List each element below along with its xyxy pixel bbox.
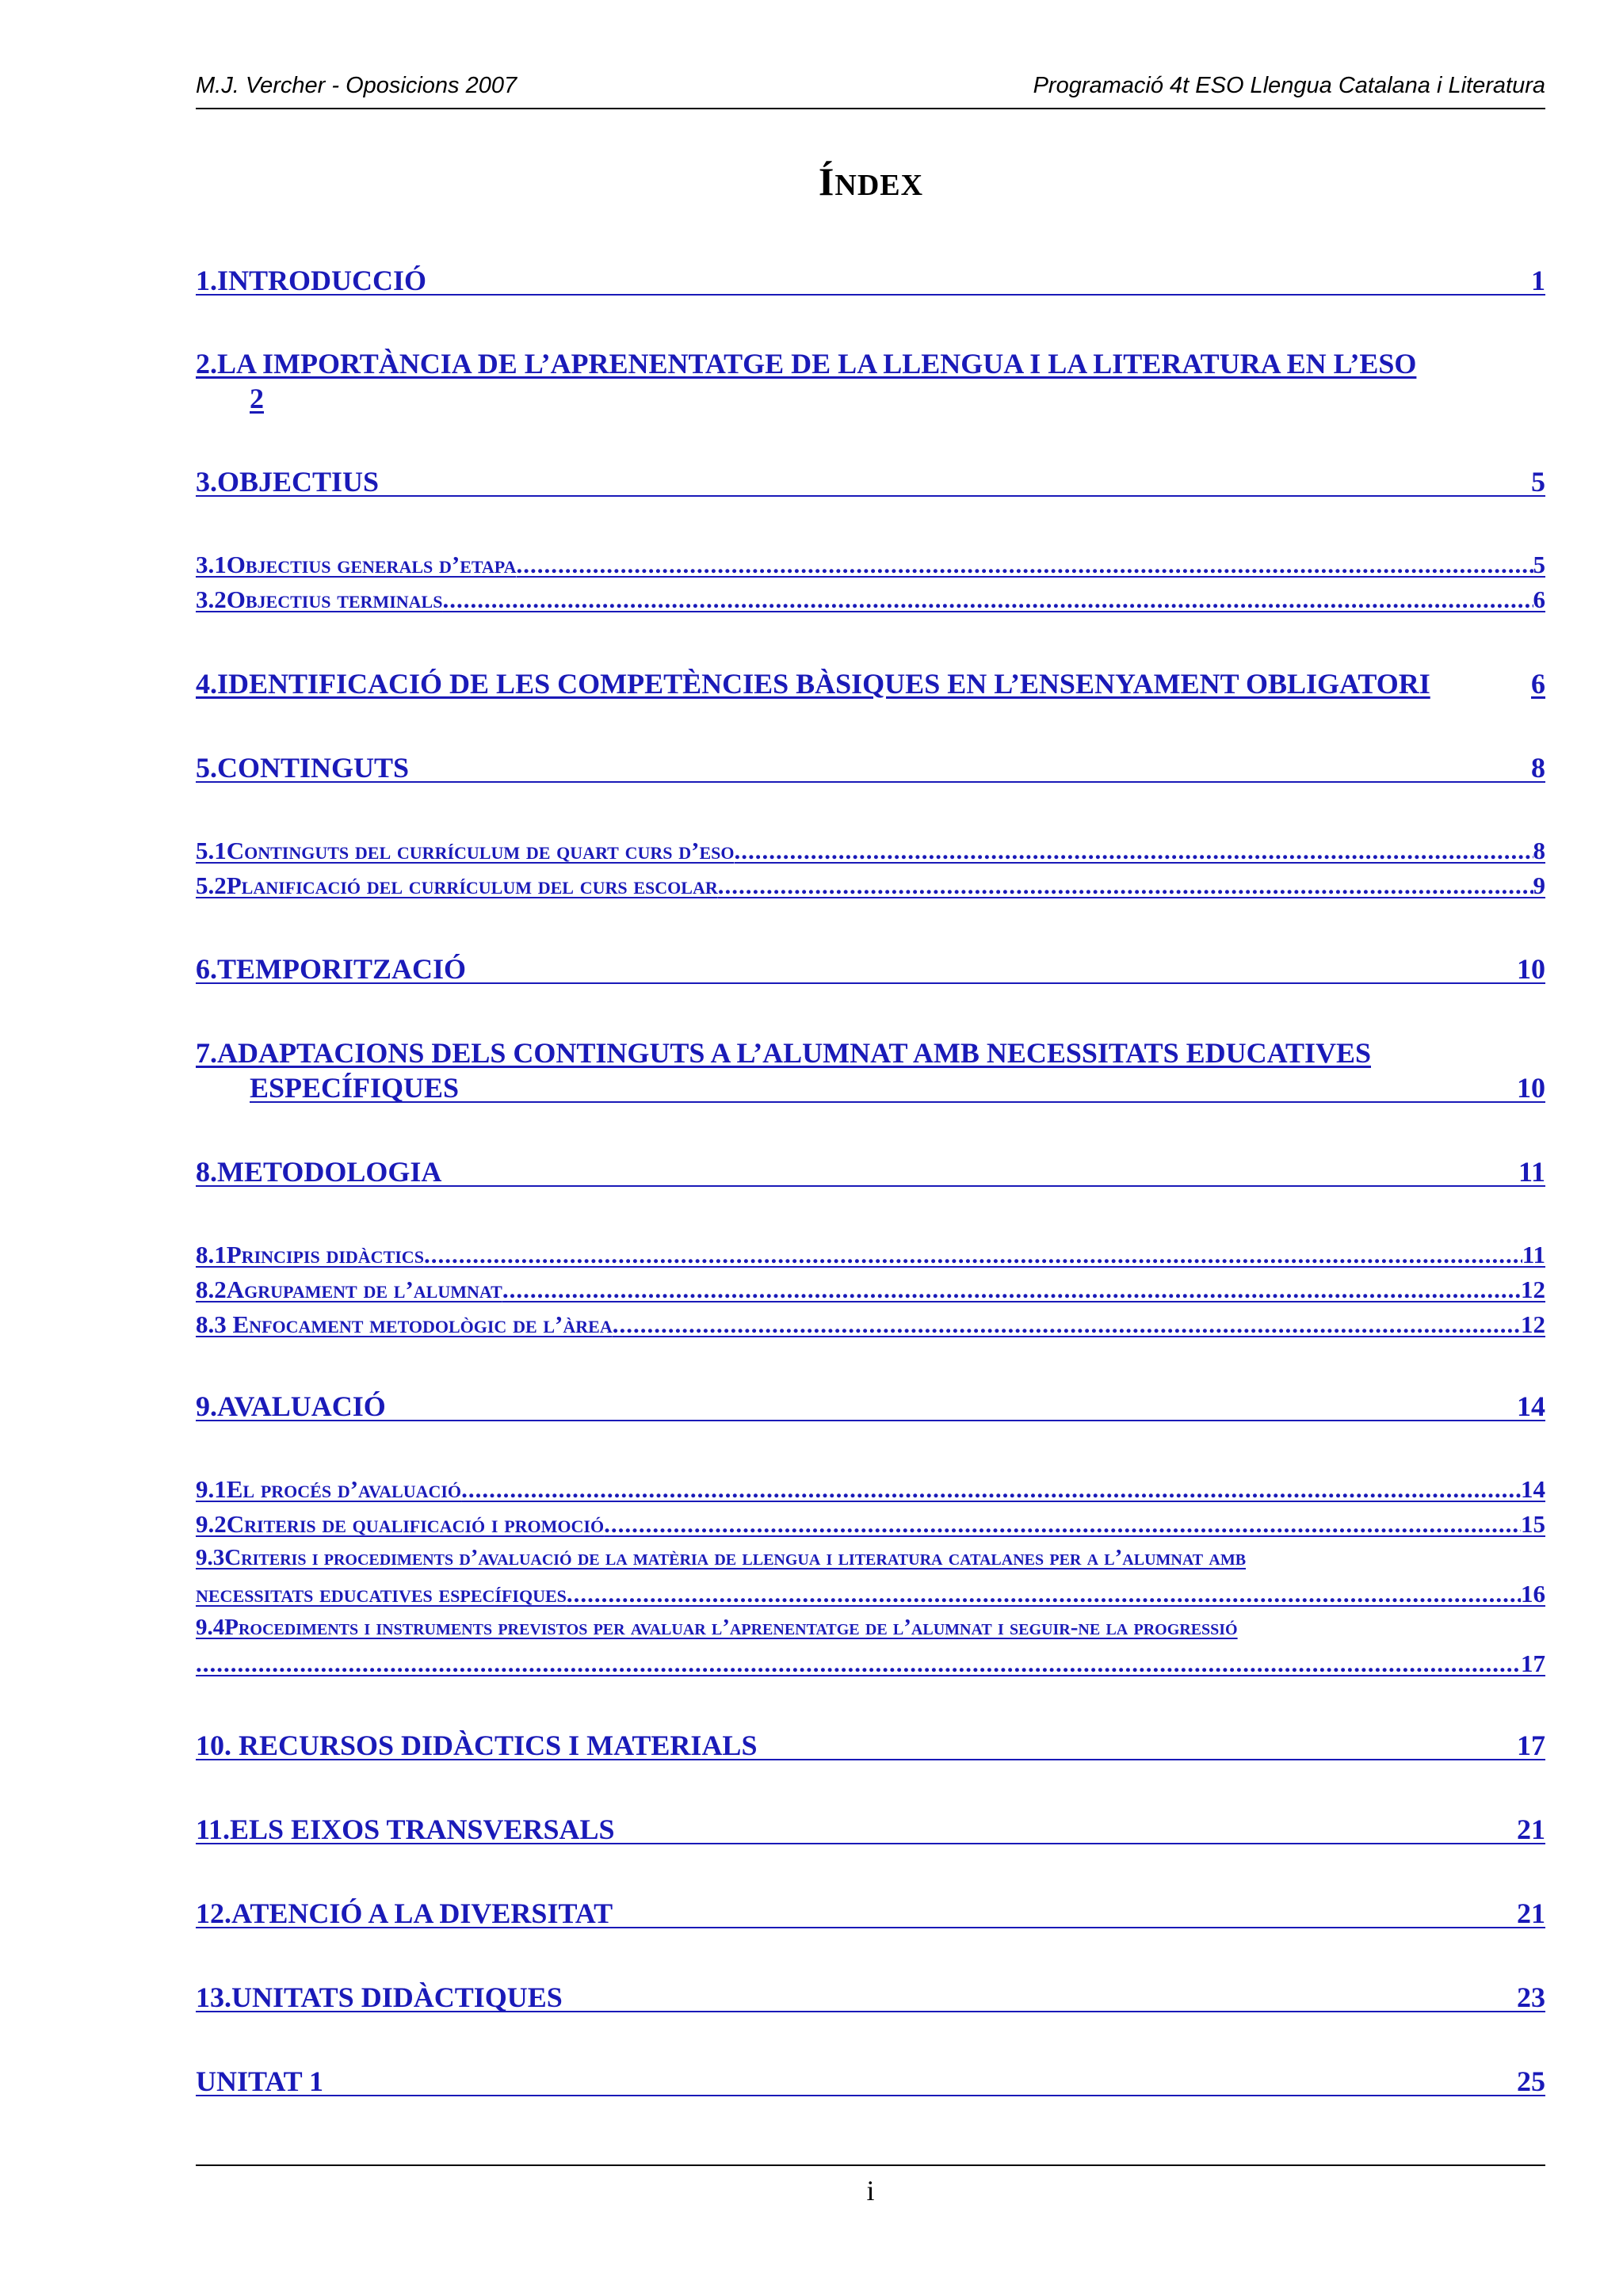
toc-entry-title: 8.3 Enfocament metodològic de l’àrea (196, 1310, 613, 1338)
page-footer (196, 2164, 1545, 2206)
header-subject: Programació 4t ESO Llengua Catalana i Literatura (1033, 73, 1545, 98)
toc-entry-page: 10 (1517, 953, 1545, 985)
toc-entry-7[interactable] (196, 1036, 1545, 1071)
toc-entry-page: 8 (1533, 837, 1545, 864)
toc-entry-page: 12 (1521, 1276, 1545, 1303)
toc-entry-page: 8 (1531, 752, 1545, 784)
toc-entry-page: 17 (1521, 1650, 1545, 1677)
toc-entry-3-1[interactable] (196, 551, 1545, 581)
toc-entry-3-2[interactable] (196, 585, 1545, 616)
toc-entry-title: 9.4Procediments i instruments previstos per avaluar l’aprenentatge de l’alumnat i seguir-ne la progressió (196, 1615, 1238, 1640)
toc-entry-page: 9 (1533, 871, 1545, 899)
toc-entry-page: 21 (1517, 1897, 1545, 1929)
toc-entry-page: 1 (1531, 265, 1545, 296)
toc-entry-title: 8.1Principis didàctics (196, 1241, 424, 1268)
toc-entry-8[interactable] (196, 1155, 1545, 1190)
toc-entry-page: 2 (250, 383, 264, 414)
toc-entry-title: 4.IDENTIFICACIÓ DE LES COMPETÈNCIES BÀSIQUES EN L’ENSENYAMENT OBLIGATORI (196, 668, 1430, 700)
title-initial: Í (818, 159, 835, 204)
toc-entry-8-1[interactable] (196, 1241, 1545, 1271)
toc-entry-9-2[interactable] (196, 1510, 1545, 1540)
toc-entry-title: 5.2Planificació del currículum del curs escolar (196, 871, 718, 899)
toc-entry-page: 5 (1533, 551, 1545, 578)
toc-entry-7-cont[interactable] (250, 1071, 1545, 1106)
page-header (196, 73, 1545, 109)
toc-entry-9[interactable] (196, 1390, 1545, 1425)
toc-entry-unitat-1[interactable] (196, 2065, 1545, 2100)
toc-entry-title: 9.3Criteris i procediments d’avaluació de la matèria de llengua i literatura catalanes per a l’alumnat amb (196, 1545, 1247, 1570)
toc-entry-page: 15 (1521, 1510, 1545, 1538)
toc-entry-5-2[interactable] (196, 871, 1545, 902)
toc-entry-page: 11 (1522, 1241, 1545, 1268)
toc-entry-5-1[interactable] (196, 837, 1545, 867)
toc-entry-title: 1.INTRODUCCIÓ (196, 265, 427, 296)
toc-entry-title: 13.UNITATS DIDÀCTIQUES (196, 1981, 563, 2013)
toc-entry-page: 25 (1517, 2065, 1545, 2097)
toc-entry-title-cont: necessitats educatives específiques (196, 1580, 567, 1608)
toc-entry-12[interactable] (196, 1897, 1545, 1932)
toc-entry-11[interactable] (196, 1813, 1545, 1848)
toc-entry-page: 21 (1517, 1814, 1545, 1845)
toc-entry-5[interactable] (196, 751, 1545, 786)
page-title (0, 158, 1623, 204)
toc-entry-title: 5.CONTINGUTS (196, 752, 410, 784)
toc-entry-10[interactable] (196, 1729, 1545, 1764)
toc-entry-page: 17 (1517, 1730, 1545, 1761)
toc-entry-8-2[interactable] (196, 1276, 1545, 1306)
toc-entry-title-cont: ESPECÍFIQUES (250, 1072, 460, 1104)
toc-entry-page: 14 (1517, 1390, 1545, 1422)
toc-entry-3[interactable] (196, 465, 1545, 500)
toc-entry-title: 7.ADAPTACIONS DELS CONTINGUTS A L’ALUMNAT AMB NECESSITATS EDUCATIVES (196, 1037, 1371, 1069)
toc-entry-8-3[interactable] (196, 1310, 1545, 1341)
toc-entry-9-3-cont[interactable] (196, 1580, 1545, 1610)
toc-entry-6[interactable] (196, 952, 1545, 987)
toc-entry-title: 3.OBJECTIUS (196, 466, 380, 498)
toc-entry-title: 8.2Agrupament de l’alumnat (196, 1276, 502, 1303)
toc-entry-title: 2.LA IMPORTÀNCIA DE L’APRENENTATGE DE LA LLENGUA I LA LITERATURA EN L’ESO (196, 348, 1417, 379)
toc-entry-title: 9.2Criteris de qualificació i promoció (196, 1510, 605, 1538)
toc-entry-title: 6.TEMPORITZACIÓ (196, 953, 467, 985)
toc-entry-page: 12 (1521, 1310, 1545, 1338)
toc-entry-title: 8.METODOLOGIA (196, 1156, 442, 1188)
toc-entry-title: 3.1Objectius generals d’etapa (196, 551, 517, 578)
toc-entry-page: 11 (1518, 1156, 1545, 1188)
toc-entry-page: 23 (1517, 1981, 1545, 2013)
toc-entry-page: 16 (1521, 1580, 1545, 1608)
toc-entry-page: 14 (1521, 1475, 1545, 1503)
toc-entry-title: 10. RECURSOS DIDÀCTICS I MATERIALS (196, 1730, 758, 1761)
toc-entry-page: 6 (1531, 668, 1545, 700)
toc-entry-9-1[interactable] (196, 1475, 1545, 1505)
toc-entry-title: 12.ATENCIÓ A LA DIVERSITAT (196, 1897, 613, 1929)
toc-entry-9-4-cont[interactable] (196, 1650, 1545, 1680)
page-number: i (866, 2175, 875, 2206)
toc-entry-title: 9.1El procés d’avaluació (196, 1475, 462, 1503)
toc-entry-title: 5.1Continguts del currículum de quart curs d’eso (196, 837, 735, 864)
toc-entry-9-4[interactable] (196, 1615, 1545, 1645)
toc-entry-1[interactable] (196, 264, 1545, 299)
toc-entry-2[interactable] (196, 347, 1545, 382)
toc-entry-title: 3.2Objectius terminals (196, 585, 443, 613)
toc-entry-13[interactable] (196, 1981, 1545, 2016)
title-rest: NDEX (834, 169, 924, 202)
toc-entry-4[interactable] (196, 667, 1545, 702)
toc-entry-title: 9.AVALUACIÓ (196, 1390, 386, 1422)
toc-entry-title: UNITAT 1 (196, 2065, 324, 2097)
toc-entry-title: 11.ELS EIXOS TRANSVERSALS (196, 1814, 615, 1845)
toc-entry-page: 5 (1531, 466, 1545, 498)
header-author: M.J. Vercher - Oposicions 2007 (196, 73, 517, 98)
toc-entry-2-page[interactable] (250, 382, 297, 417)
toc-entry-page: 10 (1517, 1072, 1545, 1104)
toc-entry-9-3[interactable] (196, 1545, 1545, 1575)
toc-entry-page: 6 (1533, 585, 1545, 613)
